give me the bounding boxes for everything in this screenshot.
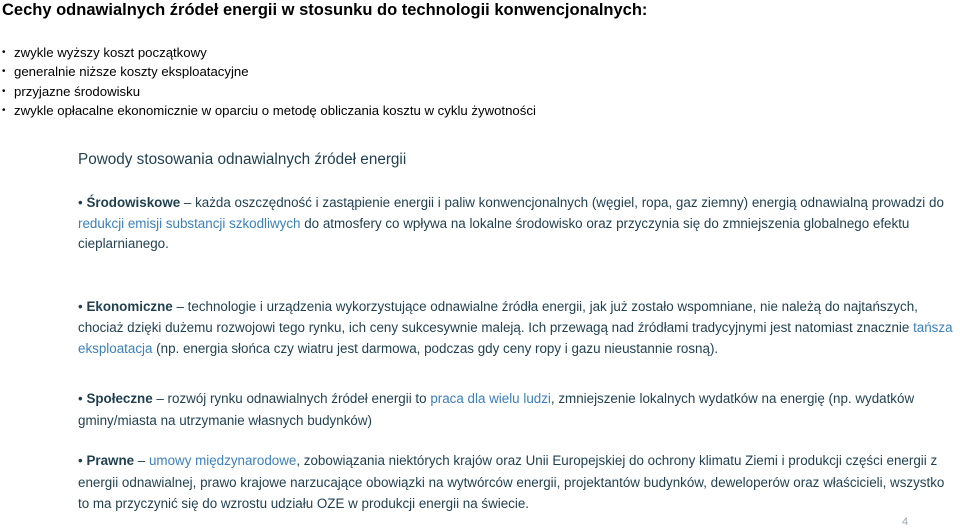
feature-text: zwykle wyższy koszt początkowy	[14, 45, 207, 60]
reason-highlight: tańsza eksploatacja	[78, 320, 953, 357]
bullet: •	[2, 66, 6, 78]
reason-highlight: redukcji emisji substancji szkodliwych	[78, 215, 301, 231]
bullet: •	[2, 85, 6, 97]
bullet: •	[78, 299, 83, 314]
reason-text: – rozwój rynku odnawialnych źródeł energii to	[152, 391, 431, 406]
reason-text: do atmosfery co wpływa na lokalne środowisko oraz przyczynia się do zmniejszenia globalnego efektu cieplarnianego.	[78, 215, 910, 251]
reason-term: Środowiskowe	[86, 195, 181, 210]
feature-text: przyjazne środowisku	[14, 83, 141, 99]
reason-term: Społeczne	[86, 391, 153, 406]
reason-text: – technologie i urządzenia wykorzystujące odnawialne źródła energii, jak już zostało wspomniane, nie należą do najtańszych, chociaż dzięki dużemu rozwojowi tego rynku, ich ceny sukcesywnie maleją. Ich przewagą nad źródłami tradycyjnymi jest natomiast znacznie	[78, 299, 918, 336]
reason-term: Ekonomiczne	[86, 299, 173, 314]
bullet: •	[78, 391, 83, 406]
page-number: 4	[902, 516, 909, 528]
list-item	[2, 62, 536, 81]
reason-text: , zmniejszenie lokalnych wydatków na energię (np. wydatków gminy/miasta na utrzymanie własnych budynków)	[78, 391, 915, 428]
reason-legal	[78, 450, 958, 515]
reasons-heading: Powody stosowania odnawialnych źródeł energii	[78, 151, 407, 168]
bullet: •	[78, 195, 83, 210]
slide-title: Cechy odnawialnych źródeł energii w stosunku do technologii konwencjonalnych:	[2, 1, 648, 19]
list-item	[2, 101, 536, 120]
reason-text: , zobowiązania niektórych krajów oraz Unii Europejskiej do ochrony klimatu Ziemi i produkcji części energii z energii odnawialnej, prawo krajowe narzucające obowiązki na wytwórców energii, projektantów budynków, deweloperów oraz właścicieli, wszystko to ma przyczynić się do wzrostu udziału OZE w produkcji energii na świecie.	[78, 453, 945, 511]
list-item	[2, 82, 536, 101]
reason-text: –	[134, 453, 149, 468]
reason-environmental	[78, 193, 958, 255]
feature-text: generalnie niższe koszty eksploatacyjne	[14, 64, 249, 80]
reason-text: (np. energia słońca czy wiatru jest darmowa, podczas gdy ceny ropy i gazu nieustannie rosną).	[152, 341, 719, 357]
reason-highlight: umowy międzynarodowe	[148, 453, 297, 468]
reason-economic	[78, 296, 958, 360]
reason-term: Prawne	[86, 453, 135, 468]
list-item	[2, 43, 536, 62]
features-list	[2, 43, 536, 120]
bullet: •	[78, 453, 83, 468]
reason-highlight: praca dla wielu ludzi	[430, 391, 551, 406]
reason-text: – każda oszczędność i zastąpienie energii i paliw konwencjonalnych (węgiel, ropa, gaz ziemny) energią odnawialną prowadzi do	[180, 195, 944, 210]
bullet: •	[2, 104, 6, 116]
bullet: •	[2, 47, 6, 58]
feature-text: zwykle opłacalne ekonomicznie w oparciu o metodę obliczania kosztu w cyklu żywotności	[14, 102, 536, 118]
reason-social	[78, 388, 958, 431]
